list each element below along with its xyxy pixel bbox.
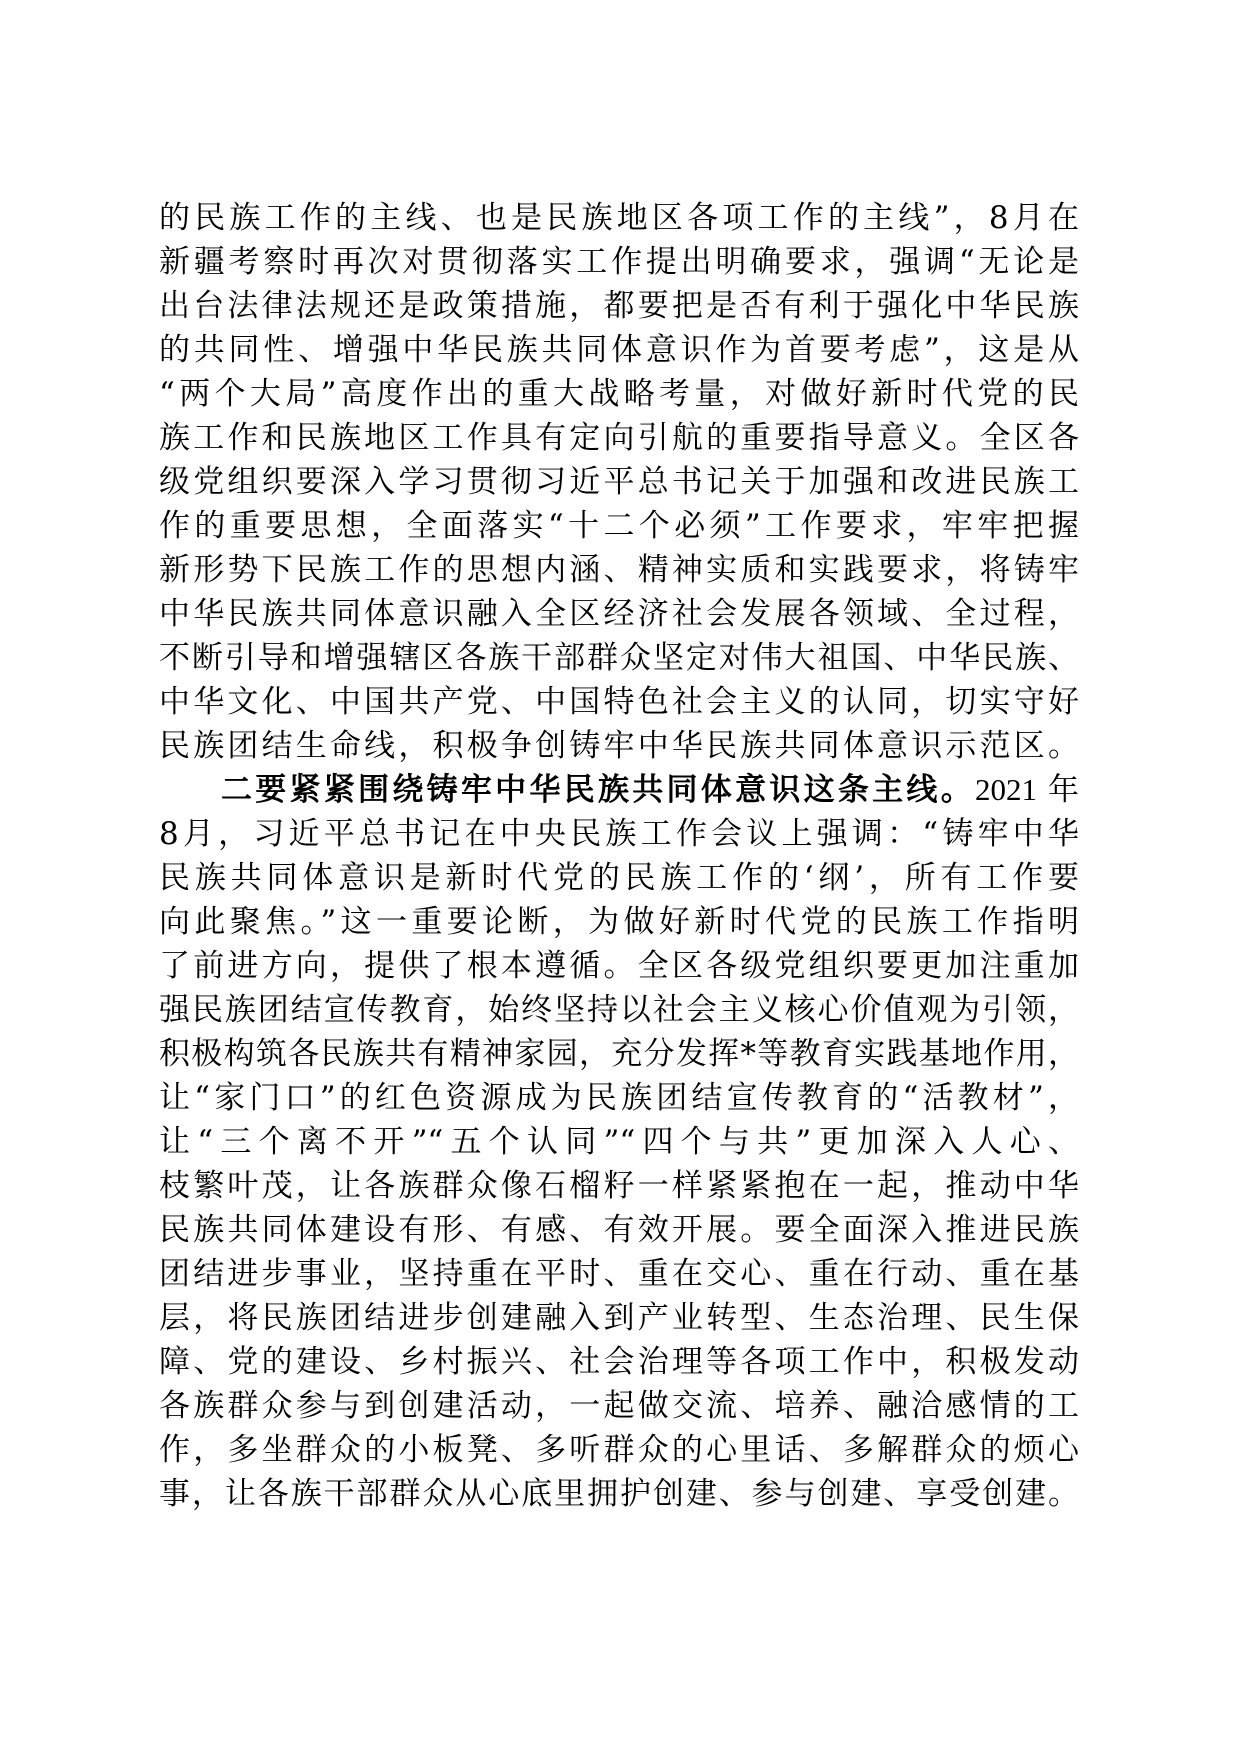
text-line: 积极构筑各民族共有精神家园，充分发挥*等教育实践基地作用， (159, 1036, 1079, 1072)
text-line: 族工作和民族地区工作具有定向引航的重要指导意义。全区各 (159, 420, 1079, 456)
text-line: 出台法律法规还是政策措施，都要把是否有利于强化中华民族 (159, 288, 1079, 324)
text-line: 让“三个离不开”“五个认同”“四个与共”更加深入人心、 (159, 1124, 1079, 1160)
text-line: 作的重要思想，全面落实“十二个必须”工作要求，牢牢把握 (159, 508, 1079, 544)
text-line: 强民族团结宣传教育，始终坚持以社会主义核心价值观为引领， (159, 992, 1079, 1028)
text-line: 的民族工作的主线、也是民族地区各项工作的主线”，8月在 (159, 200, 1079, 236)
text-line: 了前进方向，提供了根本遵循。全区各级党组织要更加注重加 (159, 948, 1079, 984)
text-line: “两个大局”高度作出的重大战略考量，对做好新时代党的民 (159, 376, 1079, 412)
year-text: 2021 年 (974, 772, 1080, 807)
text-line: 事，让各族干部群众从心底里拥护创建、参与创建、享受创建。 (159, 1476, 1079, 1512)
text-line: 向此聚焦。”这一重要论断，为做好新时代党的民族工作指明 (159, 904, 1079, 940)
text-line: 级党组织要深入学习贯彻习近平总书记关于加强和改进民族工 (159, 464, 1079, 500)
text-line: 民族共同体意识是新时代党的民族工作的‘纲’，所有工作要 (159, 860, 1079, 896)
text-line: 团结进步事业，坚持重在平时、重在交心、重在行动、重在基 (159, 1256, 1079, 1292)
text-line: 中华文化、中国共产党、中国特色社会主义的认同，切实守好 (159, 684, 1079, 720)
text-line: 各族群众参与到创建活动，一起做交流、培养、融洽感情的工 (159, 1388, 1079, 1424)
text-line: 新疆考察时再次对贯彻落实工作提出明确要求，强调“无论是 (159, 244, 1079, 280)
text-line: 的共同性、增强中华民族共同体意识作为首要考虑”，这是从 (159, 332, 1079, 368)
text-line: 障、党的建设、乡村振兴、社会治理等各项工作中，积极发动 (159, 1344, 1079, 1380)
text-line: 民族共同体建设有形、有感、有效开展。要全面深入推进民族 (159, 1212, 1079, 1248)
text-line: 新形势下民族工作的思想内涵、精神实质和实践要求，将铸牢 (159, 552, 1079, 588)
text-line: 民族团结生命线，积极争创铸牢中华民族共同体意识示范区。 (159, 728, 1079, 764)
text-line: 枝繁叶茂，让各族群众像石榴籽一样紧紧抱在一起，推动中华 (159, 1168, 1079, 1204)
text-line: 作，多坐群众的小板凳、多听群众的心里话、多解群众的烦心 (159, 1432, 1079, 1468)
text-line: 中华民族共同体意识融入全区经济社会发展各领域、全过程， (159, 596, 1079, 632)
paragraph-heading-line (159, 768, 1079, 812)
text-line: 不断引导和增强辖区各族干部群众坚定对伟大祖国、中华民族、 (159, 640, 1079, 676)
body-text (159, 196, 1079, 1516)
text-line: 层，将民族团结进步创建融入到产业转型、生态治理、民生保 (159, 1300, 1079, 1336)
text-line: 8月，习近平总书记在中央民族工作会议上强调：“铸牢中华 (159, 816, 1079, 852)
paragraph-heading: 二要紧紧围绕铸牢中华民族共同体意识这条主线。 (221, 772, 975, 808)
text-line: 让“家门口”的红色资源成为民族团结宣传教育的“活教材”， (159, 1080, 1079, 1116)
